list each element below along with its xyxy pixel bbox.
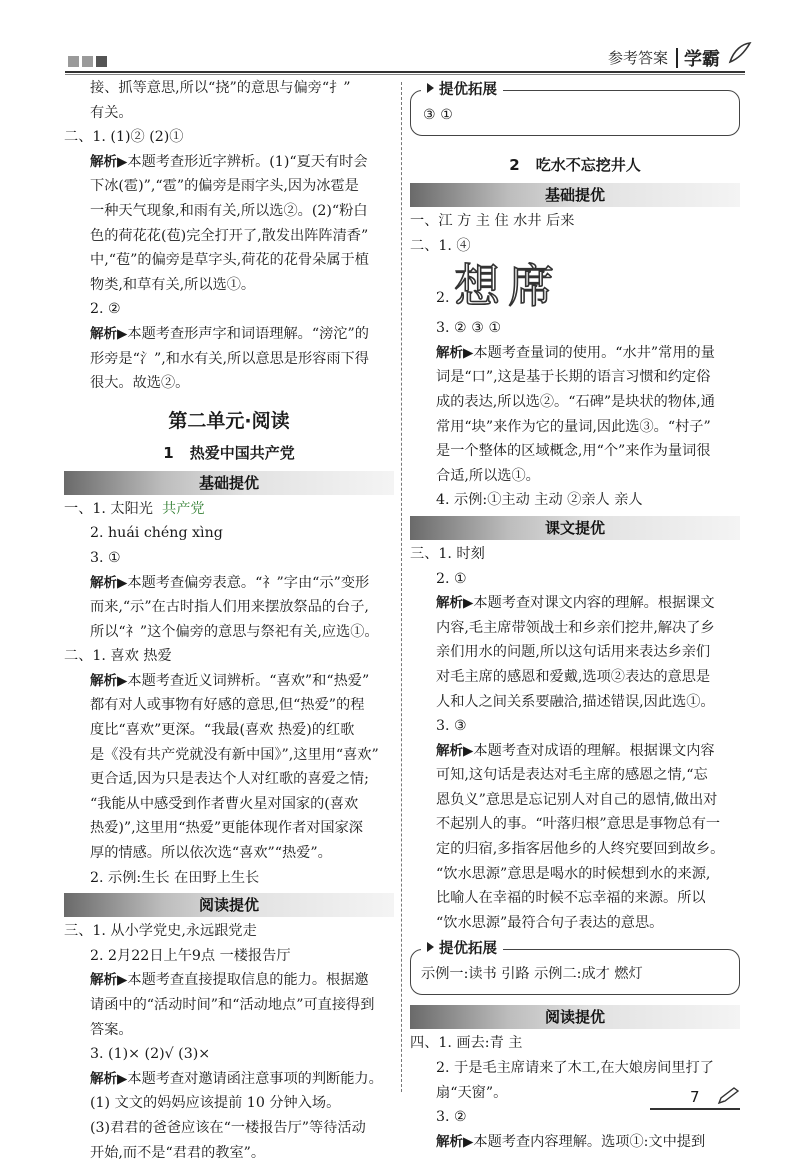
analysis-text: 本题考查直接提取信息的能力。根据邀 [127, 972, 369, 989]
analysis-text: 本题考查形近字辨析。(1)“夏天有时会 [127, 153, 368, 170]
answer-text: 一、1. 太阳光 [64, 500, 153, 517]
section-header [410, 183, 740, 207]
section-label: 基础提优 [198, 473, 259, 492]
answer-line: 2. 2月22日上午9点 一楼报告厅 [90, 947, 291, 964]
text-line: 接、抓等意思,所以“挠”的意思与偏旁“扌” [90, 80, 351, 96]
answer-line: 3. ① [90, 549, 121, 566]
section-label: 阅读提优 [198, 896, 259, 915]
right-column [410, 76, 740, 1154]
box-text: 示例一:读书 引路 示例二:成才 燃灯 [421, 966, 643, 983]
text-line: 形旁是“氵”,和水有关,所以意思是形容雨下得 [90, 350, 369, 367]
answer-line: 4. 示例:①主动 主动 ②亲人 亲人 [436, 492, 643, 509]
brand-logo: 学霸 [684, 49, 720, 70]
analysis-label: 解析▶ [90, 153, 128, 170]
analysis-label: 解析▶ [436, 595, 474, 612]
footer-rule [650, 1108, 740, 1110]
text-line: 是一个整体的区域概念,用“个”来作为量词很 [436, 443, 711, 460]
analysis-line [64, 571, 394, 596]
text-line: 所以“礻”这个偏旁的意思与祭祀有关,应选①。 [90, 623, 379, 640]
header-rule [65, 71, 745, 73]
analysis-line [410, 591, 740, 616]
answer-line: 3. ② [436, 1109, 467, 1126]
answer-text: 2. [436, 290, 450, 307]
box-tag-label: 提优拓展 [439, 941, 497, 958]
text-line: 可知,这句话是表达对毛主席的感恩之情,“忘 [436, 767, 708, 784]
text-line: 更合适,因为只是表达个人对红歌的喜爱之情; [90, 771, 369, 788]
box-tag [421, 80, 503, 100]
analysis-text: 本题考查内容理解。选项①:文中提到 [473, 1133, 706, 1150]
box-tag-label: 提优拓展 [439, 82, 497, 98]
text-line: 比喻人在幸福的时候不忘幸福的来源。所以 [436, 890, 706, 907]
section-header [410, 1005, 740, 1029]
text-line: 亲们用水的问题,所以这句话用来表达乡亲们 [436, 644, 711, 661]
page-number: 7 [690, 1088, 700, 1106]
extension-box [410, 941, 740, 995]
analysis-text: 本题考查对邀请函注意事项的判断能力。 [127, 1070, 383, 1087]
text-line: 开始,而不是“君君的教室”。 [90, 1144, 266, 1161]
leaf-icon [726, 40, 752, 66]
text-line: “饮水思源”最符合句子表达的意思。 [436, 914, 664, 931]
answer-line: 3. ③ [436, 718, 467, 735]
header-rule-thin [65, 74, 745, 75]
analysis-label: 解析▶ [90, 672, 128, 689]
section-label: 阅读提优 [544, 1008, 605, 1027]
section-header [64, 893, 394, 917]
analysis-line [410, 1130, 740, 1155]
text-line: 下冰(雹)”,“雹”的偏旁是雨字头,因为冰雹是 [90, 178, 359, 195]
answer-line: 二、1. (1)② (2)① [64, 129, 184, 146]
analysis-label: 解析▶ [436, 742, 474, 759]
section-label: 基础提优 [544, 186, 605, 204]
text-line: 答案。 [90, 1021, 133, 1038]
text-line: (3)君君的爸爸应该在“一楼报告厅”等待活动 [90, 1119, 366, 1136]
text-line: 恩负义”意思是忘记别人对自己的恩情,做出对 [436, 791, 718, 808]
box-tag [421, 939, 503, 959]
header-square [68, 56, 79, 67]
text-line: 定的归宿,多指客居他乡的人终究要回到故乡。 [436, 841, 725, 858]
analysis-text: 本题考查偏旁表意。“礻”字由“示”变形 [127, 574, 370, 591]
text-line: 物类,和草有关,所以选①。 [90, 276, 256, 293]
analysis-text: 本题考查对课文内容的理解。根据课文 [473, 595, 715, 612]
analysis-label: 解析▶ [90, 325, 128, 342]
outline-characters: 想席 [454, 259, 563, 314]
answer-line: 3. (1)× (2)√ (3)× [90, 1046, 211, 1063]
analysis-line [64, 669, 394, 694]
unit-title: 第二单元·阅读 [168, 409, 290, 432]
text-line: 很大。故选②。 [90, 375, 190, 392]
answer-line: 三、1. 时刻 [410, 545, 485, 562]
answer-line: 2. ② [90, 301, 121, 318]
analysis-line [64, 322, 394, 347]
analysis-label: 解析▶ [90, 574, 128, 591]
triangle-icon [427, 83, 434, 93]
answer-text-green: 共产党 [162, 500, 205, 517]
answer-line: 2. ① [436, 570, 467, 587]
analysis-label: 解析▶ [90, 1070, 128, 1087]
text-line: 请函中的“活动时间”和“活动地点”可直接得到 [90, 997, 375, 1013]
text-line: 都有对人或事物有好感的意思,但“热爱”的程 [90, 697, 365, 714]
lesson-name: 吃水不忘挖井人 [535, 156, 641, 174]
text-line: 度比“喜欢”更深。“我最(喜欢 热爱)的红歌 [90, 722, 355, 739]
text-line: 厚的情感。所以依次选“喜欢”“热爱”。 [90, 845, 332, 862]
answer-line: 2. 示例:生长 在田野上生长 [90, 869, 260, 886]
text-line: 内容,毛主席带领战士和乡亲们挖井,解决了乡 [436, 619, 715, 636]
lesson-title [410, 150, 740, 180]
text-line: 成的表达,所以选②。“石碑”是块状的物体,通 [436, 393, 715, 410]
header-label: 参考答案 [608, 49, 669, 67]
analysis-text: 本题考查对成语的理解。根据课文内容 [473, 742, 715, 759]
analysis-line [410, 739, 740, 764]
text-line: 合适,所以选①。 [436, 467, 540, 484]
header-square [96, 56, 107, 67]
answer-line: 二、1. ④ [410, 237, 471, 254]
triangle-icon [427, 942, 434, 952]
section-label: 课文提优 [544, 518, 605, 537]
answer-line: 二、1. 喜欢 热爱 [64, 648, 172, 665]
text-line: 色的荷花花(苞)完全打开了,散发出阵阵清香” [90, 227, 369, 244]
column-divider [401, 82, 402, 1092]
answer-line [410, 258, 740, 316]
analysis-line [64, 968, 394, 993]
pencil-icon [716, 1086, 742, 1106]
answer-line: 一、江 方 主 住 水井 后来 [410, 213, 575, 229]
analysis-line [64, 1067, 394, 1092]
box-text: ③ ① [423, 107, 453, 123]
text-line: “饮水思源”意思是喝水的时候想到水的来源, [436, 865, 711, 882]
text-line: 而来,“示”在古时指人们用来摆放祭品的台子, [90, 599, 369, 616]
analysis-line [64, 150, 394, 175]
text-line: 不起别人的事。“叶落归根”意思是事物总有一 [436, 816, 721, 833]
text-line: (1) 文文的妈妈应该提前 10 分钟入场。 [90, 1095, 341, 1112]
section-header [64, 471, 394, 495]
answer-line: 四、1. 画去:青 主 [410, 1035, 523, 1052]
analysis-text: 本题考查近义词辨析。“喜欢”和“热爱” [127, 672, 370, 689]
text-line: 一种天气现象,和雨有关,所以选②。(2)“粉白 [90, 202, 368, 219]
text-line: 词是“口”,这是基于长期的语言习惯和约定俗 [436, 369, 711, 386]
text-line: 扇“天窗”。 [436, 1084, 508, 1101]
text-line: 对毛主席的感恩和爱戴,选项②表达的意思是 [436, 668, 711, 685]
answer-line [64, 497, 394, 522]
text-line: 中,“苞”的偏旁是草字头,荷花的花骨朵属于植 [90, 252, 369, 269]
analysis-label: 解析▶ [436, 1133, 474, 1150]
page-header [0, 0, 800, 78]
lesson-number: 1 [163, 443, 174, 462]
lesson-number: 2 [509, 156, 520, 174]
text-line: 热爱)”,这里用“热爱”更能体现作者对国家深 [90, 820, 363, 837]
text-line: 常用“块”来作为它的量词,因此选③。“村子” [436, 418, 711, 435]
answer-line: 三、1. 从小学党史,永远跟党走 [64, 923, 257, 940]
text-line: “我能从中感受到作者曹火星对国家的(喜欢 [90, 795, 359, 812]
text-line: 有关。 [90, 104, 133, 121]
text-line: 人和人之间关系要融洽,描述错误,因此选①。 [436, 693, 715, 710]
answer-line: 3. ② ③ ① [436, 320, 502, 337]
analysis-line [410, 341, 740, 366]
analysis-text: 本题考查形声字和词语理解。“滂沱”的 [127, 325, 369, 342]
extension-box [410, 82, 740, 136]
header-divider [676, 48, 678, 68]
text-line: 是《没有共产党就没有新中国》”,这里用“喜欢” [90, 746, 379, 763]
analysis-label: 解析▶ [90, 972, 128, 989]
lesson-title [64, 438, 394, 468]
answer-line: 2. huái chéng xìng [90, 525, 223, 542]
lesson-name: 热爱中国共产党 [189, 443, 295, 462]
analysis-label: 解析▶ [436, 344, 474, 361]
header-square [82, 56, 93, 67]
left-column [64, 76, 394, 1165]
answer-line: 2. 于是毛主席请来了木工,在大娘房间里打了 [436, 1060, 714, 1077]
analysis-text: 本题考查量词的使用。“水井”常用的量 [473, 344, 715, 361]
section-header [410, 516, 740, 540]
